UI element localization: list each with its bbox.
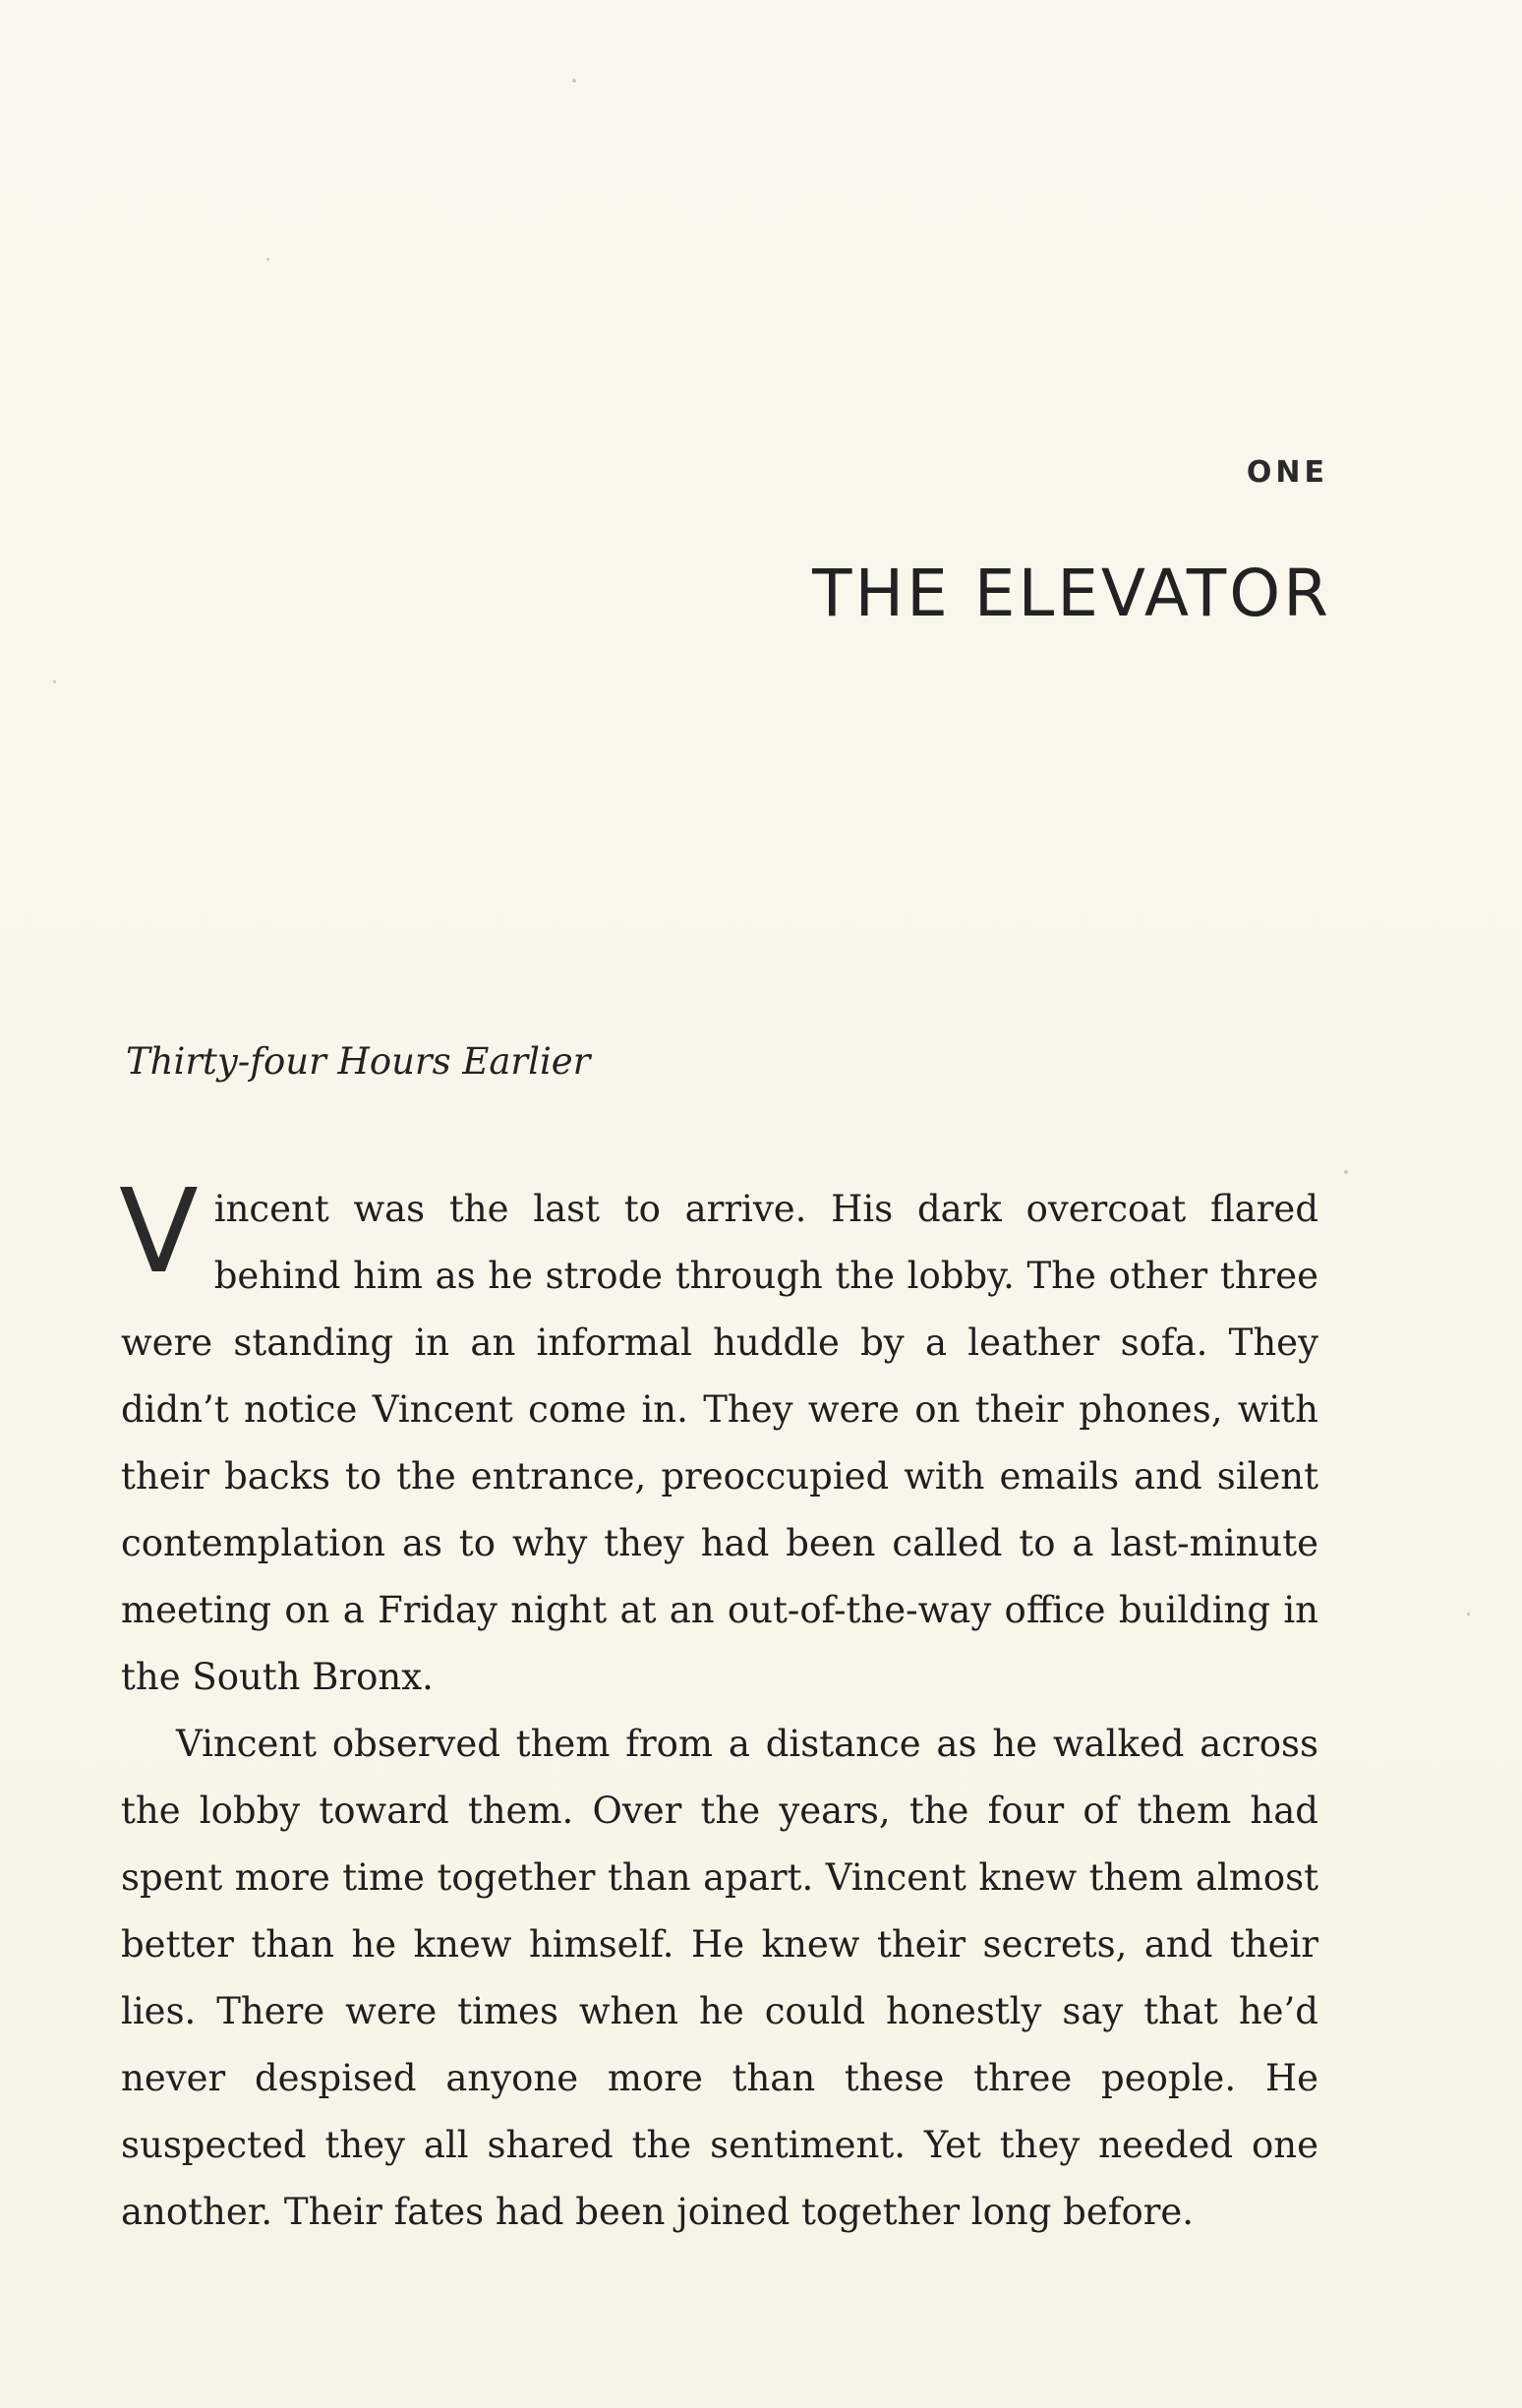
body-text (119, 1163, 1318, 2246)
scan-speck (1344, 1170, 1348, 1174)
scan-speck (53, 680, 56, 683)
paragraph-1-text: incent was the last to arrive. His dark overcoat flared behind him as he strode through the lobby. The other three were standing in an informal huddle by a leather sofa. They didn’t notice Vincent come in. They were on their phones, with their backs to the entrance, preoccupied with emails and silent contemplation as to why they had been called to a last-minute meeting on a Friday night at an out-of-the-way office building in the South Bronx. (121, 1188, 1318, 1698)
chapter-title: THE ELEVATOR (812, 556, 1331, 631)
chapter-number: ONE (1246, 455, 1328, 490)
scan-speck (572, 79, 576, 83)
drop-cap: V (119, 1163, 199, 1299)
scan-speck (1467, 1613, 1470, 1615)
section-heading: Thirty-four Hours Earlier (126, 1040, 591, 1083)
paragraph-2: Vincent observed them from a distance as he walked across the lobby toward them. Over the years, the four of them had spent more time together than apart. Vincent knew them almost better than he knew himself. He knew their secrets, and their lies. There were times when he could honestly say that he’d never despised anyone more than these three people. He suspected they all shared the sentiment. Yet they needed one another. Their fates had been joined together long before. (121, 1723, 1318, 2233)
scan-speck (266, 258, 269, 261)
paragraph-1 (119, 1163, 1318, 1711)
